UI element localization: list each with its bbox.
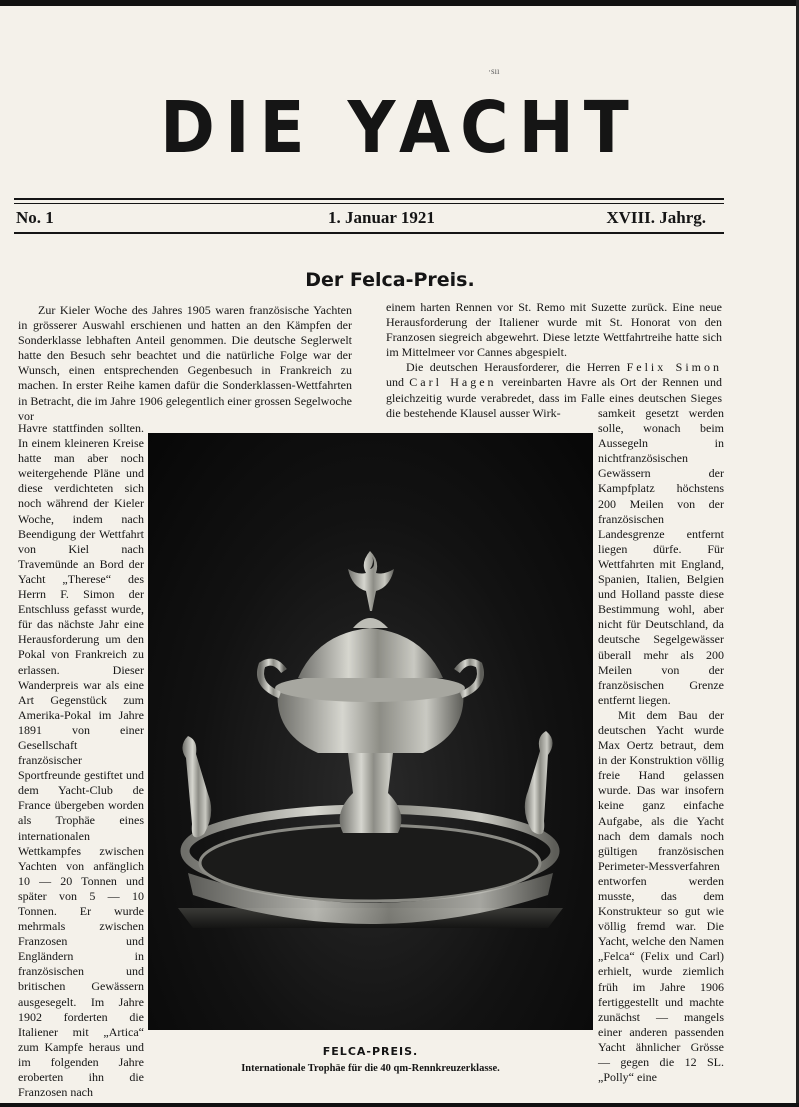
paragraph: samkeit gesetzt werden solle, wonach beim Aussegeln in nichtfranzösischen Gewässern der Kampfplatz höchstens 200 Meilen von der französischen Landesgrenze entfernt liegen dürfe. Für Wettfahrten mit England, Spanien, Italien, Belgien und Holland passte diese Bestimmung wohl, aber nicht für Deutschland, da deutsche Segelgewässer überall mehr als 200 Meilen von der französischen Grenze entfernt liegen.	[598, 406, 724, 707]
masthead-title: DIE YACHT	[160, 85, 639, 170]
paragraph: Zur Kieler Woche des Jahres 1905 waren französische Yachten in grösserer Auswahl erschienen und hatten an den Kämpfen der Sonderklasse lebhaften Anteil genommen. Die deutsche Seglerwelt hatte den Besuch sehr beachtet und die natürliche Folge war der Wunsch, einen entsprechenden Gegenbesuch in Frankreich zu machen. In erster Reihe kamen dafür die Sonderklassen-Wettfahrten in Betracht, die im Jahre 1906 gelegentlich einer grossen Segelwoche vor	[18, 303, 352, 423]
header-rule	[14, 203, 724, 204]
article-column-right-narrow	[598, 406, 724, 1085]
photo-caption-text: Internationale Trophäe für die 40 qm-Rennkreuzerklasse.	[241, 1063, 500, 1074]
article-column-right-top	[386, 300, 722, 421]
issue-line	[16, 207, 706, 229]
person-name: Felix Simon	[626, 360, 723, 375]
issue-date: 1. Januar 1921	[328, 208, 435, 227]
paragraph: Havre stattfinden sollten. In einem kleineren Kreise hatte man aber noch weitergehende Pläne und diese verdichteten sich noch während der Kieler Woche, indem nach Beendigung der Wettfahrt von Kiel nach Travemünde an Bord der Yacht „Therese“ des Herrn F. Simon der Entschluss gefasst wurde, für das nächste Jahr eine Herausforderung um den Pokal von Frankreich zu erlassen. Dieser Wanderpreis war als eine Art Gegenstück zum Amerika-Pokal im Jahre 1891 von einer Gesellschaft französischer Sportfreunde gestiftet und dem Yacht-Club de France übergeben worden als Trophäe eines internationalen Wettkampfes zwischen Yachten von anfänglich 10 — 20 Tonnen und später von 5 — 10 Tonnen. Er wurde mehrmals zwischen Franzosen und Engländern in französischen und britischen Gewässern ausgesegelt. Im Jahre 1902 forderten die Italiener mit „Artica“ zum Kampfe heraus und im folgenden Jahre eroberten ihn die Franzosen nach	[18, 421, 144, 1100]
article-title: Der Felca-Preis.	[305, 269, 475, 291]
header-rule	[14, 232, 724, 234]
photo-caption-title: FELCA-PREIS.	[322, 1045, 419, 1058]
page-edge	[0, 0, 799, 6]
text-run: und	[386, 375, 404, 390]
person-name: Carl Hagen	[409, 375, 497, 390]
issue-number: No. 1	[16, 208, 54, 227]
trophy-photo	[148, 433, 593, 1030]
paragraph: einem harten Rennen vor St. Remo mit Suzette zurück. Eine neue Herausforderung der Italiener wurde mit St. Honorat von den Franzosen siegreich abgewehrt. Diese letzte Wettfahrtreihe hatte sich im Mittelmeer vor Cannes abgespielt.	[386, 300, 722, 360]
article-column-left-top	[18, 303, 352, 424]
article-column-left-narrow	[18, 421, 144, 1100]
paragraph: Mit dem Bau der deutschen Yacht wurde Max Oertz betraut, dem in der Konstruktion völlig freie Hand gelassen wurde. Das war insofern keine ganz einfache Aufgabe, als die Yacht nach dem damals noch gültigen französischen Perimeter-Messverfahren entworfen werden musste, das dem Konstrukteur so gut wie völlig fremd war. Die Yacht, welche den Namen „Felca“ (Felix und Carl) erhielt, wurde ziemlich früh im Jahre 1906 fertiggestellt und machte zunächst — mangels einer anderen passenden Yacht ähnlicher Grösse — gegen die 12 SL. „Polly“ eine	[598, 707, 724, 1085]
trophy-illustration	[148, 433, 593, 1030]
issue-volume: XVIII. Jahrg.	[606, 208, 706, 227]
page-mark: ·sıı	[488, 66, 500, 76]
header-rule	[14, 198, 724, 200]
page-edge	[0, 1103, 799, 1107]
text-run: Die deutschen Herausforderer, die Herren	[406, 360, 621, 375]
text-run: vereinbarten Havre als Ort der Rennen und gleichzeitig wurde verabredet, dass im Falle eines deutschen Sieges die bestehende Klausel ausser Wirk-	[386, 375, 723, 420]
